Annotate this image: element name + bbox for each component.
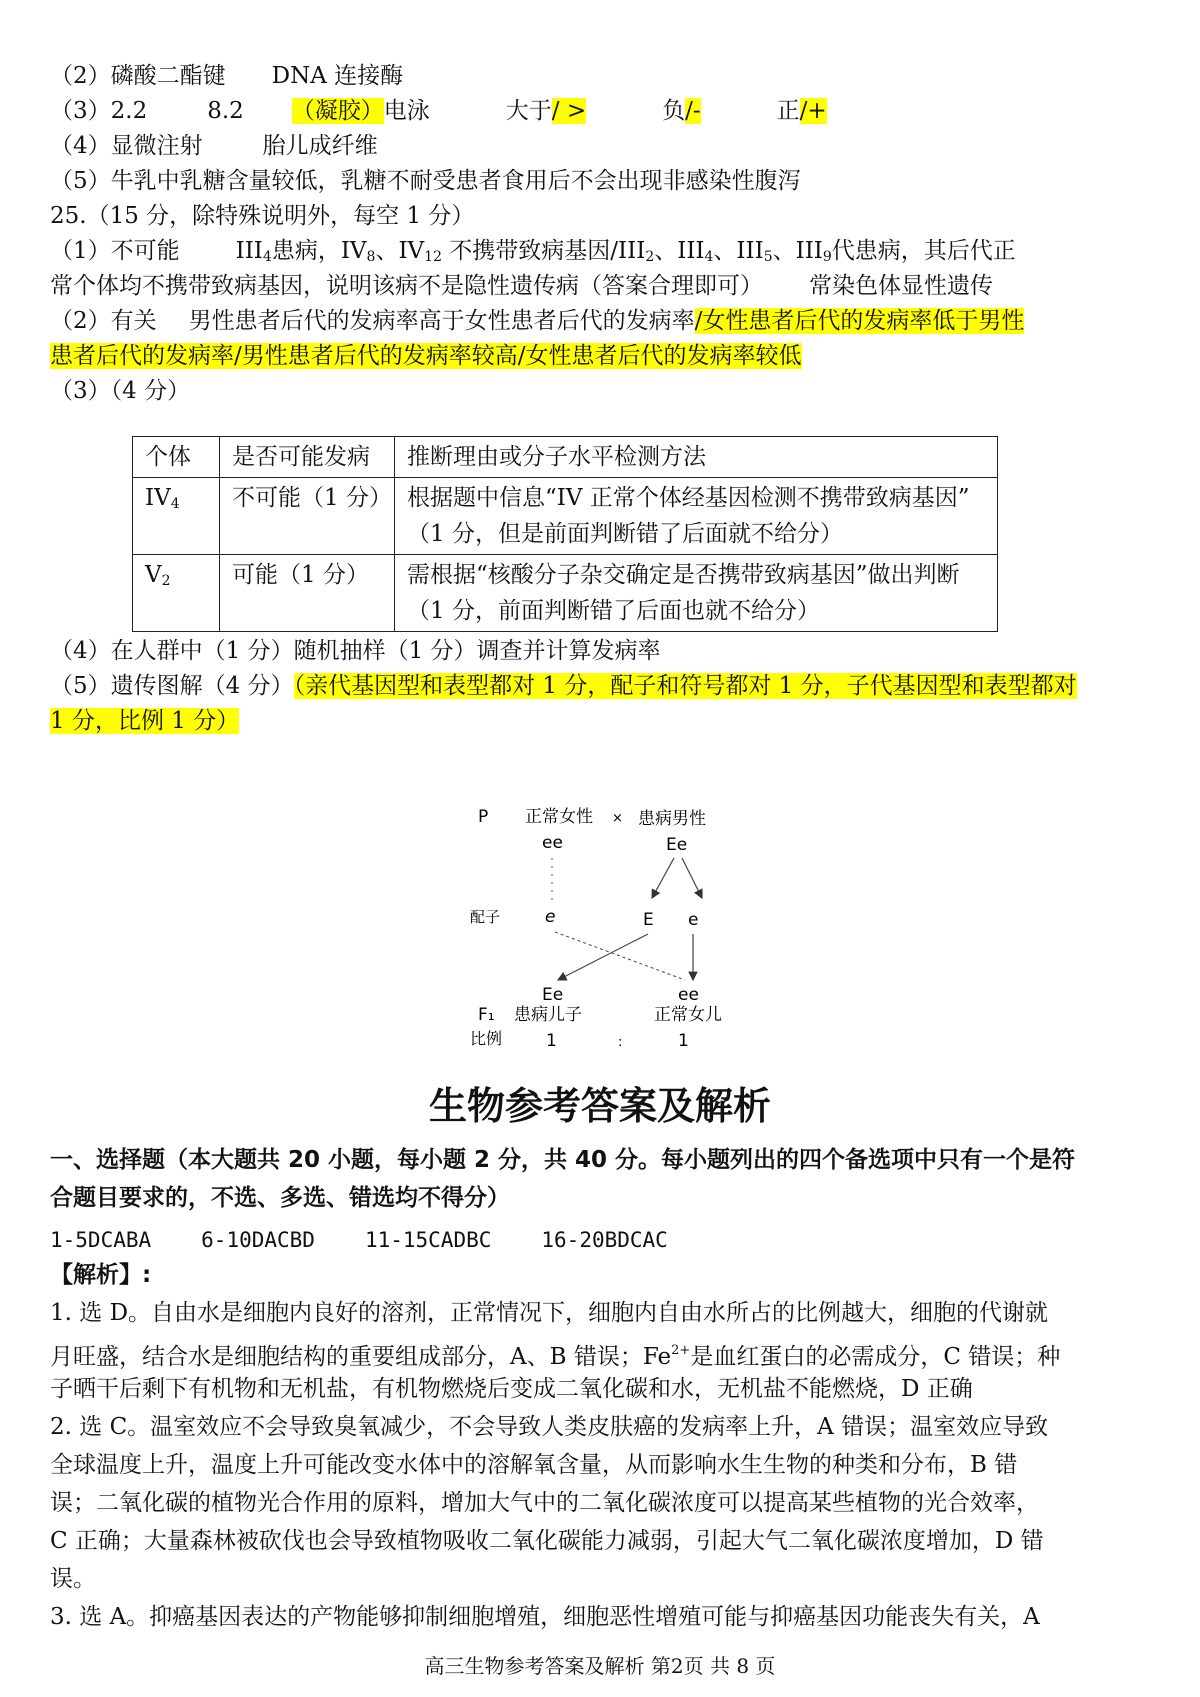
answer-keys [50,1222,668,1258]
male-gamete-e-recessive: e [688,910,699,930]
mc-instruction-line2: 合题目要求的，不选、多选、错选均不得分） [50,1185,510,1211]
q3-prefix: （3） [50,98,111,124]
female-gamete: e [545,907,556,927]
cross-line-male-to-son [558,934,648,980]
q25-p1-text-f: 、III [654,238,705,264]
q25-p2-highlight2: 患者后代的发病率/男性患者后代的发病率较高/女性患者后代的发病率较低 [50,343,802,369]
explanation-2-line3: 误；二氧化碳的植物光合作用的原料，增加大气中的二氧化碳浓度可以提高某些植物的光合效率， [50,1490,1039,1516]
iron-charge-superscript: 2+ [671,1343,691,1358]
answer-key-group: 16-20BDCAC [541,1228,668,1252]
table-cell-possible: 可能（1 分） [220,555,395,632]
q25-p2-text: 男性患者后代的发病率高于女性患者后代的发病率 [188,308,695,334]
q4-prefix: （4） [50,133,111,159]
table-cell-reason [395,478,998,555]
explanation-3-line1: 3. 选 A。抑癌基因表达的产物能够抑制细胞增殖，细胞恶性增殖可能与抑癌基因功能丧失有关，A [50,1604,1040,1630]
answer-q3-line [50,93,827,129]
explanation-1-line2-a: 月旺盛，结合水是细胞结构的重要组成部分，A、B 错误；Fe [50,1344,672,1370]
table-header-cell: 是否可能发病 [220,437,395,478]
q25-p1-sub-g: 5 [763,249,773,265]
explanation-1-line3: 子晒干后剩下有机物和无机盐，有机物燃烧后变成二氧化碳和水，无机盐不能燃烧，D 正确 [50,1376,973,1402]
q25-p5-label: （5）遗传图解（4 分） [50,673,294,699]
ratio-colon: : [618,1035,623,1050]
answer-q4-line [50,128,378,164]
son-phenotype: 患病儿子 [514,1005,582,1025]
q3-answer-e: 负 [662,98,686,124]
q25-p1-text-i: 代患病，其后代正 [831,238,1016,264]
answer-q5-line: （5）牛乳中乳糖含量较低，乳糖不耐受患者食用后不会出现非感染性腹泻 [50,168,801,194]
explanation-2-line4: C 正确；大量森林被砍伐也会导致植物吸收二氧化碳能力减弱，引起大气二氧化碳浓度增加，D 错 [50,1528,1044,1554]
reason-line2: （1 分，前面判断错了后面也就不给分） [407,598,820,624]
q25-p1-sub-d: 12 [424,249,442,265]
table-cell-possible: 不可能（1 分） [220,478,395,555]
q3-highlight-positive: /+ [799,98,827,124]
ratio-daughter: 1 [678,1031,689,1050]
ratio-son: 1 [546,1031,557,1050]
analysis-heading: 【解析】: [50,1262,152,1288]
q25-part2-line1 [50,303,1024,339]
page-footer: 高三生物参考答案及解析 第2页 共 8 页 [424,1654,776,1678]
answer-q2-line [50,58,403,94]
q4-answer-b: 胎儿成纤维 [262,133,378,159]
table-cell-individual [133,478,220,555]
q25-p1-text-e: 不携带致病基因/III [441,238,646,264]
genetic-cross-diagram [470,800,740,1050]
table-cell-individual [133,555,220,632]
q3-answer-d: 大于 [505,98,552,124]
q25-part2-line2 [50,338,802,374]
page-title: 生物参考答案及解析 [428,1084,771,1128]
q25-p1-sub-b: 4 [262,249,272,265]
q25-part4: （4）在人群中（1 分）随机抽样（1 分）调查并计算发病率 [50,638,661,664]
q25-p1-line2-answer: 常染色体显性遗传 [809,273,993,299]
q2-prefix: （2） [50,63,111,89]
q3-answer-c: 电泳 [383,98,430,124]
individual-label: IV [145,485,171,511]
q3-highlight-greater: / > [551,98,587,124]
q25-p1-line2-text: 常个体均不携带致病基因，说明该病不是隐性遗传病（答案合理即可） [50,273,763,299]
explanation-1-line2 [50,1333,1060,1375]
q3-answer-f: 正 [776,98,800,124]
q3-answer-b: 8.2 [207,98,244,124]
explanation-2-line2: 全球温度上升，温度上升可能改变水体中的溶解氧含量，从而影响水生生物的种类和分布，B 错 [50,1452,1018,1478]
table-header-cell: 个体 [133,437,220,478]
q25-p2-answer: （2）有关 [50,308,157,334]
reason-line2: （1 分，但是前面判断错了后面就不给分） [407,521,843,547]
female-parent-label: 正常女性 [525,807,593,827]
q25-p1-sub-c: 8 [366,249,376,265]
q25-p1-sub-h: 9 [822,249,832,265]
table-cell-reason [395,555,998,632]
q25-p1-text-c: 患病，IV [271,238,367,264]
individual-subscript: 2 [161,573,171,589]
cross-symbol: × [612,811,623,826]
male-genotype: Ee [666,835,688,855]
q25-header: 25.（15 分，除特殊说明外，每空 1 分） [50,203,475,229]
q25-part3-header: （3）（4 分） [50,378,191,404]
q25-p1-answer: （1）不可能 [50,238,180,264]
male-parent-label: 患病男性 [638,809,706,829]
daughter-phenotype: 正常女儿 [654,1005,722,1025]
q25-part5-line1 [50,668,1077,704]
explanation-1-line1: 1. 选 D。自由水是细胞内良好的溶剂，正常情况下，细胞内自由水所占的比例越大，细胞的代谢就 [50,1300,1049,1326]
individual-label: V [145,562,162,588]
table-row [133,478,998,555]
q4-answer-a: 显微注射 [110,133,203,159]
reason-line1: 根据题中信息“IV 正常个体经基因检测不携带致病基因” [407,485,970,511]
table-row [133,555,998,632]
q3-highlight-gel: （凝胶） [291,98,384,124]
q25-p1-text-g: 、III [713,238,764,264]
answer-key-group: 1-5DCABA [50,1228,152,1252]
daughter-genotype: ee [678,985,699,1005]
f1-label: F₁ [478,1005,495,1025]
q3-highlight-negative: /- [685,98,701,124]
son-genotype: Ee [542,985,564,1005]
male-gamete-arrow-right [682,858,702,898]
cross-line-female-to-daughter [555,932,685,980]
q25-p1-sub-f: 4 [704,249,714,265]
q25-p1-text-d: 、IV [375,238,425,264]
reason-line1: 需根据“核酸分子杂交确定是否携带致病基因”做出判断 [407,562,960,588]
explanation-2-line1: 2. 选 C。温室效应不会导致臭氧减少，不会导致人类皮肤癌的发病率上升，A 错误；温室效应导致 [50,1414,1049,1440]
q25-answer-table [132,436,998,632]
q25-p1-sub-e: 2 [645,249,655,265]
q25-p5-highlight1: （亲代基因型和表型都对 1 分，配子和符号都对 1 分，子代基因型和表型都对 [293,673,1077,699]
q25-part5-line2 [50,703,239,739]
explanation-2-line5: 误。 [50,1566,96,1592]
q25-p1-text-b: III [235,238,263,264]
gamete-label: 配子 [470,908,501,926]
answer-key-group: 6-10DACBD [201,1228,315,1252]
male-gamete-e-dominant: E [643,910,654,930]
q2-answer-a: 磷酸二酯键 [110,63,226,89]
q25-p5-highlight2: 1 分，比例 1 分） [50,708,240,734]
q3-answer-a: 2.2 [110,98,148,124]
q25-p1-text-h: 、III [772,238,823,264]
q2-answer-b: DNA 连接酶 [271,63,404,89]
q25-p2-highlight1: /女性患者后代的发病率低于男性 [694,308,1025,334]
table-header-cell: 推断理由或分子水平检测方法 [395,437,998,478]
table-header-row [133,437,998,478]
male-gamete-arrow-left [652,858,674,898]
p-label: P [478,807,489,827]
answer-key-group: 11-15CADBC [364,1228,492,1252]
explanation-1-line2-b: 是血红蛋白的必需成分，C 错误；种 [690,1344,1061,1370]
female-genotype: ee [542,833,563,853]
individual-subscript: 4 [170,496,180,512]
ratio-label: 比例 [470,1029,503,1048]
q25-part1-line2 [50,268,993,304]
mc-instruction-line1: 一、选择题（本大题共 20 小题，每小题 2 分，共 40 分。每小题列出的四个备选项中只有一个是符 [50,1147,1076,1173]
